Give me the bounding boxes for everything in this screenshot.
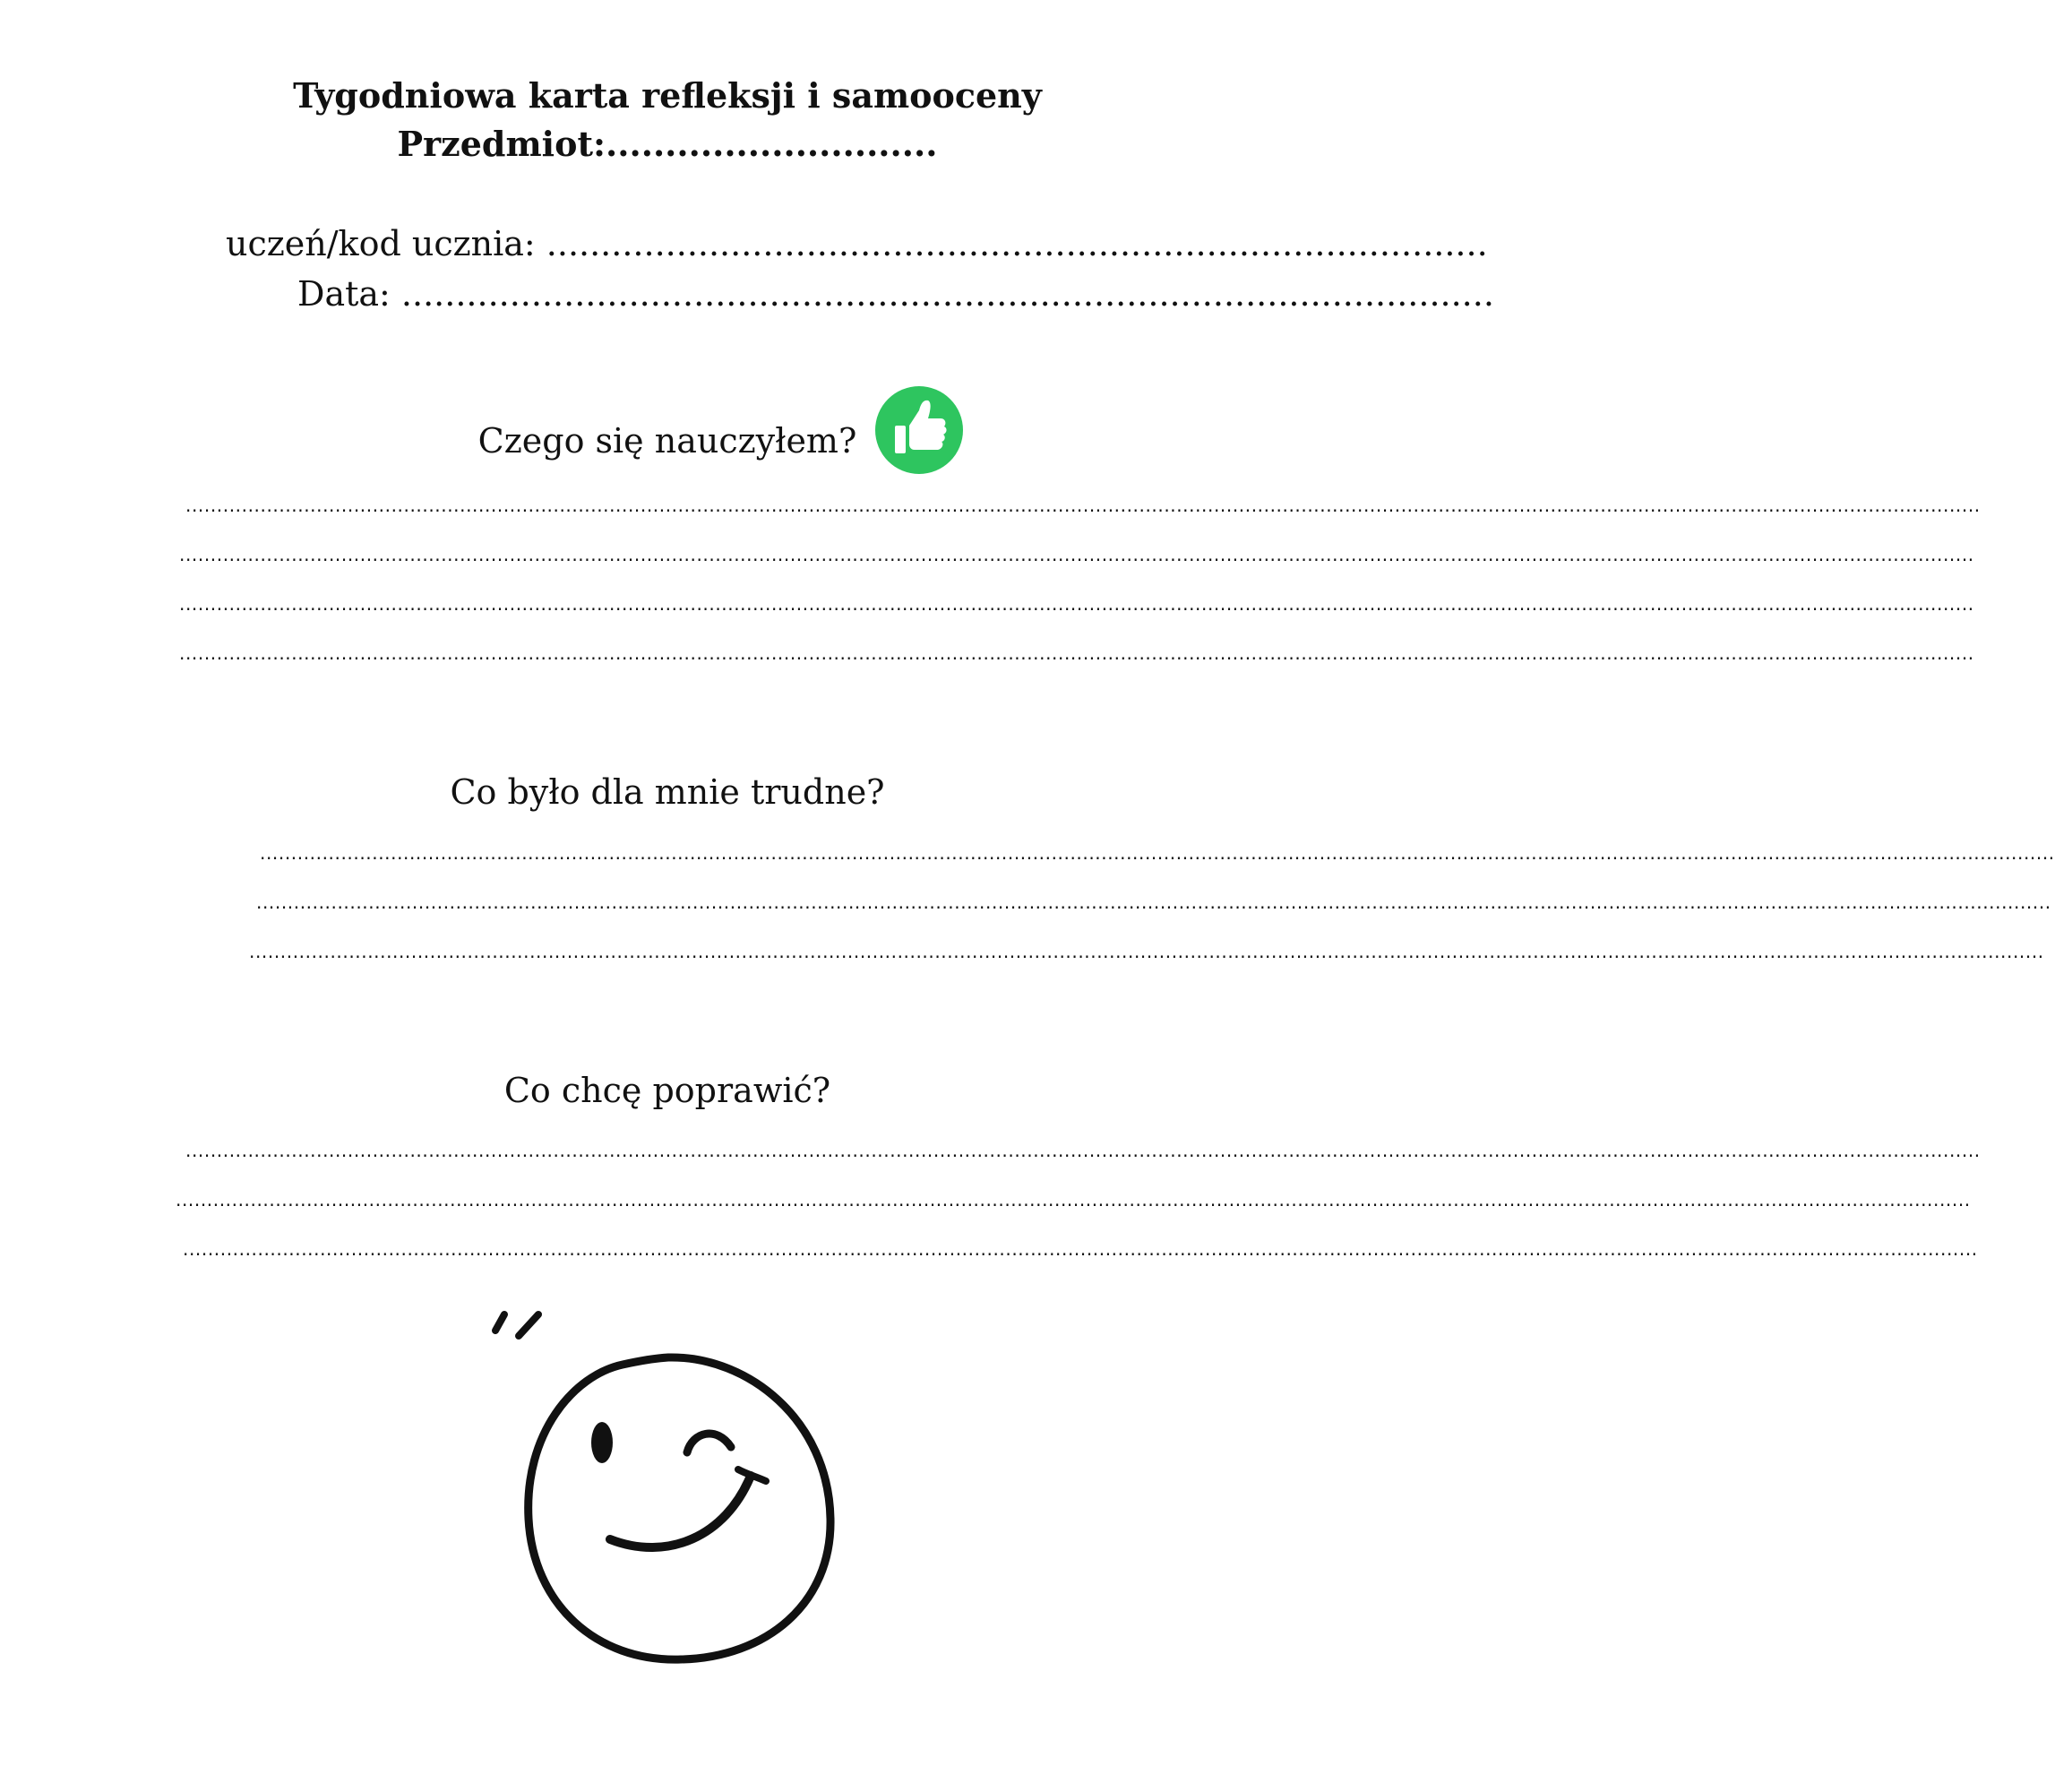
subject-line: Przedmiot:............................: [397, 124, 938, 164]
answer-line[interactable]: ................................................................................................................................................................................................................................................................................................: [183, 1238, 1978, 1260]
student-code-field[interactable]: uczeń/kod ucznia: .......................................................................................: [226, 224, 1488, 263]
page-title: Tygodniowa karta refleksji i samooceny: [293, 75, 1042, 116]
answer-line[interactable]: ................................................................................................................................................................................................................................................................................................: [179, 642, 1974, 664]
thumbs-up-icon: [874, 385, 964, 475]
answer-line[interactable]: ................................................................................................................................................................................................................................................................................................: [185, 495, 1981, 516]
answer-line[interactable]: ................................................................................................................................................................................................................................................................................................: [185, 1140, 1981, 1161]
question-difficult: Co było dla mnie trudne?: [450, 772, 885, 812]
question-improve: Co chcę poprawić?: [503, 1071, 831, 1110]
winking-smiley-icon: [479, 1295, 847, 1671]
answer-line[interactable]: ................................................................................................................................................................................................................................................................................................: [176, 1189, 1971, 1210]
question-learned: Czego się nauczyłem?: [477, 421, 857, 461]
answer-line[interactable]: ................................................................................................................................................................................................................................................................................................: [260, 842, 2055, 864]
answer-line[interactable]: ................................................................................................................................................................................................................................................................................................: [256, 892, 2051, 913]
date-field[interactable]: Data: .....................................................................................................: [297, 274, 1494, 314]
answer-line[interactable]: ................................................................................................................................................................................................................................................................................................: [249, 941, 2044, 962]
answer-line[interactable]: ................................................................................................................................................................................................................................................................................................: [179, 544, 1974, 565]
answer-line[interactable]: ................................................................................................................................................................................................................................................................................................: [179, 593, 1974, 615]
